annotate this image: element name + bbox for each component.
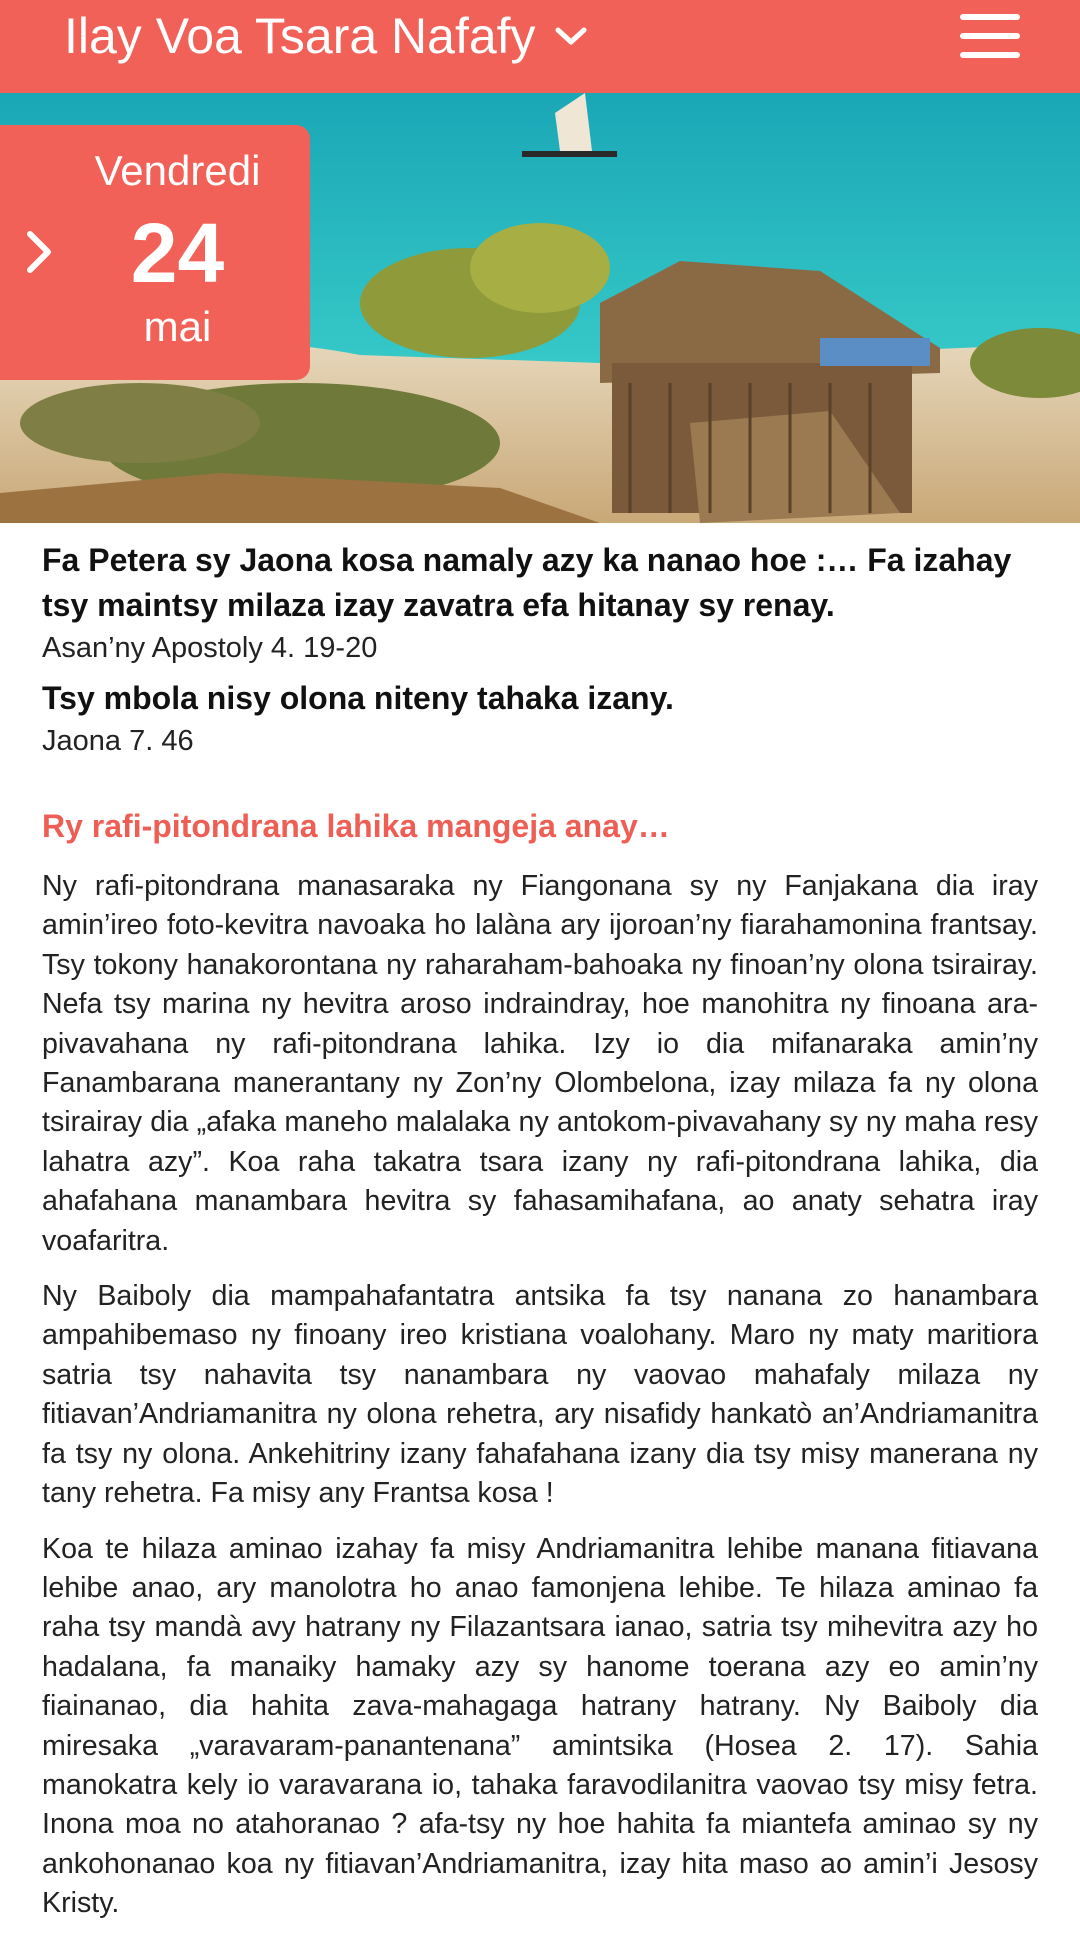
article-title: Ry rafi-pitondrana lahika mangeja anay… [42, 808, 670, 844]
chevron-down-icon [554, 24, 588, 48]
verse-reference: Asan’ny Apostoly 4. 19-20 [42, 632, 378, 664]
date-month: mai [143, 303, 212, 350]
date-weekday: Vendredi [94, 147, 261, 194]
article-content [42, 538, 1038, 1940]
app-title-dropdown[interactable] [64, 0, 588, 72]
date-day: 24 [130, 206, 225, 300]
verse-reference: Jaona 7. 46 [42, 725, 194, 757]
article-paragraph: Ny rafi-pitondrana manasaraka ny Fiangonana sy ny Fanjakana dia iray amin’ireo foto-kevitra navoaka ho lalàna ary ijoroan’ny fiarahamonina frantsay. Tsy tokony hanakorontana ny raharaham-bahoaka ny finoan’ny olona tsirairay. Nefa tsy marina ny hevitra aroso indraindray, hoe manohitra ny finoana ara-pivavahana ny rafi-pitondrana lahika. Izy io dia mifanaraka amin’ny Fanambarana manerantany ny Zon’ny Olombelona, izay milaza fa ny olona tsirairay dia „afaka maneho malalaka ny antokom-pivavahany sy ny maha resy lahatra azy”. Koa raha takatra tsara izany ny rafi-pitondrana lahika, dia ahafahana manambara hevitra sy fahasamihafana, ao anaty sehatra iray voafaritra. [42, 870, 1038, 1257]
app-header [0, 0, 1080, 93]
verse-text: Tsy mbola nisy olona niteny tahaka izany. [42, 680, 674, 716]
chevron-right-icon[interactable] [22, 228, 58, 276]
app-title: Ilay Voa Tsara Nafafy [64, 8, 536, 64]
article-paragraph: Koa te hilaza aminao izahay fa misy Andriamanitra lehibe manana fitiavana lehibe anao, ary manolotra ho anao famonjena lehibe. Te hilaza aminao fa raha tsy mandà avy hatrany ny Filazantsara ianao, satria tsy mihevitra azy ho hadalana, fa manaiky hamaky azy sy hanome toerana azy eo amin’ny fiainanao, dia hahita zava-mahagaga hatrany hatrany. Ny Baiboly dia miresaka „varavaram-panantenana” amintsika (Hosea 2. 17). Sahia manokatra kely io varavarana io, tahaka faravodilanitra vaovao tsy misy fetra. Inona moa no atahoranao ? afa-tsy ny hoe hahita fa miantefa aminao sy ny ankohonanao koa ny fitiavan’Andriamanitra, izay hita maso ao amin’i Jesosy Kristy. [42, 1532, 1038, 1920]
date-card[interactable] [0, 125, 310, 380]
verse-text: Fa Petera sy Jaona kosa namaly azy ka nanao hoe :… Fa izahay tsy maintsy milaza izay zavatra efa hitanay sy renay. [42, 542, 1012, 623]
article-paragraph: Ny Baiboly dia mampahafantatra antsika fa tsy nanana zo hanambara ampahibemaso ny finoany ireo kristiana voalohany. Maro ny maty maritiora satria tsy nahavita tsy nanambara ny vaovao mahafaly milaza ny fitiavan’Andriamanitra ny olona rehetra, ary nisafidy hankatò an’Andriamanitra fa tsy ny olona. Ankehitriny izany fahafahana izany dia tsy misy manerana ny tany rehetra. Fa misy any Frantsa kosa ! [42, 1280, 1038, 1510]
hamburger-menu-icon[interactable] [960, 14, 1020, 58]
